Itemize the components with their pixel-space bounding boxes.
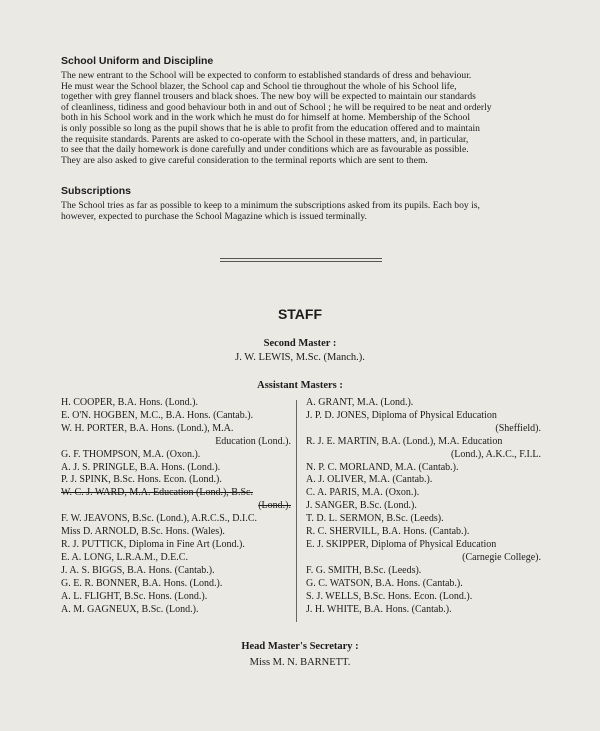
staff-entry: E. A. LONG, L.R.A.M., D.E.C. xyxy=(61,551,188,563)
subscriptions-heading: Subscriptions xyxy=(61,185,132,197)
staff-title: STAFF xyxy=(277,306,323,322)
subscriptions-paragraph xyxy=(61,201,541,222)
staff-entry: E. J. SKIPPER, Diploma of Physical Education (Carnegie College). xyxy=(306,538,541,563)
staff-entry: A. M. GAGNEUX, B.Sc. (Lond.). xyxy=(61,603,199,615)
staff-entry: C. A. PARIS, M.A. (Oxon.). xyxy=(306,487,420,499)
staff-entry: S. J. WELLS, B.Sc. Hons. Econ. (Lond.). xyxy=(306,590,473,602)
staff-entry: P. J. SPINK, B.Sc. Hons. Econ. (Lond.). xyxy=(61,474,222,486)
staff-entry: J. P. D. JONES, Diploma of Physical Education (Sheffield). xyxy=(306,409,541,434)
staff-entry: F. G. SMITH, B.Sc. (Leeds). xyxy=(306,564,422,576)
staff-entry: E. O'N. HOGBEN, M.C., B.A. Hons. (Cantab.). xyxy=(61,409,254,421)
subscriptions-line: The School tries as far as possible to keep to a minimum the subscriptions asked from its pupils. Each boy is, xyxy=(61,200,480,211)
staff-entry: J. A. S. BIGGS, B.A. Hons. (Cantab.). xyxy=(61,564,215,576)
staff-entry-struck-through: W. C. J. WARD, M.A. Education (Lond.), B.Sc. (Lond.). xyxy=(61,487,291,512)
staff-entry: R. J. E. MARTIN, B.A. (Lond.), M.A. Education (Lond.), A.K.C., F.I.L. xyxy=(306,435,541,460)
staff-entry: Miss D. ARNOLD, B.Sc. Hons. (Wales). xyxy=(61,526,225,538)
second-master-heading: Second Master : xyxy=(263,338,337,349)
section-divider xyxy=(220,258,382,262)
uniform-line: to see that the daily homework is done carefully and under conditions which are as favourable as possible. xyxy=(61,144,469,156)
staff-entry: N. P. C. MORLAND, M.A. (Cantab.). xyxy=(306,461,459,473)
uniform-line: He must wear the School blazer, the School cap and School tie throughout the whole of his School life, xyxy=(61,80,457,92)
uniform-line: the requisite standards. Parents are asked to co-operate with the School in these matters, and, in particular, xyxy=(61,133,469,145)
column-rule xyxy=(296,400,297,622)
staff-entry: G. F. THOMPSON, M.A. (Oxon.). xyxy=(61,448,201,460)
subscriptions-line: however, expected to purchase the School Magazine which is issued terminally. xyxy=(61,210,367,222)
uniform-line: The new entrant to the School will be expected to conform to established standards of dress and behaviour. xyxy=(61,70,472,81)
uniform-line: is only possible so long as the pupil shows that he is able to profit from the education offered and to maintain xyxy=(61,122,480,134)
staff-entry: A. L. FLIGHT, B.Sc. Hons. (Lond.). xyxy=(61,590,208,602)
uniform-line: of cleanliness, tidiness and good behaviour both in and out of School ; he will be required to be neat and orderly xyxy=(61,101,492,113)
uniform-line: together with grey flannel trousers and black shoes. The new boy will be expected to maintain our standards xyxy=(61,91,476,103)
secretary-heading: Head Master's Secretary : xyxy=(241,641,359,652)
staff-entry: A. J. OLIVER, M.A. (Cantab.). xyxy=(306,474,433,486)
staff-entry: F. W. JEAVONS, B.Sc. (Lond.), A.R.C.S., D.I.C. xyxy=(61,513,257,525)
staff-entry: A. GRANT, M.A. (Lond.). xyxy=(306,397,414,408)
staff-entry: J. H. WHITE, B.A. Hons. (Cantab.). xyxy=(306,603,452,615)
uniform-line: both in his School work and in the work which he must do for himself at home. Membership of the School xyxy=(61,112,471,124)
assistant-masters-right-column xyxy=(306,397,541,616)
staff-entry: G. E. R. BONNER, B.A. Hons. (Lond.). xyxy=(61,577,223,589)
uniform-paragraph xyxy=(61,71,541,166)
staff-entry: W. H. PORTER, B.A. Hons. (Lond.), M.A. Education (Lond.). xyxy=(61,422,291,447)
uniform-heading: School Uniform and Discipline xyxy=(61,55,214,67)
assistant-masters-left-column xyxy=(61,397,291,616)
assistant-masters-heading: Assistant Masters : xyxy=(257,380,343,391)
staff-entry: G. C. WATSON, B.A. Hons. (Cantab.). xyxy=(306,577,463,589)
staff-entry: H. COOPER, B.A. Hons. (Lond.). xyxy=(61,397,198,408)
staff-entry: T. D. L. SERMON, B.Sc. (Leeds). xyxy=(306,513,444,525)
second-master-name: J. W. LEWIS, M.Sc. (Manch.). xyxy=(235,352,365,363)
staff-entry: R. C. SHERVILL, B.A. Hons. (Cantab.). xyxy=(306,526,470,538)
uniform-line: They are also asked to give careful consideration to the terminal reports which are sent to them. xyxy=(61,154,428,166)
secretary-name: Miss M. N. BARNETT. xyxy=(249,657,351,668)
staff-entry: A. J. S. PRINGLE, B.A. Hons. (Lond.). xyxy=(61,461,221,473)
staff-entry: R. J. PUTTICK, Diploma in Fine Art (Lond.). xyxy=(61,538,245,550)
staff-entry: J. SANGER, B.Sc. (Lond.). xyxy=(306,500,417,512)
